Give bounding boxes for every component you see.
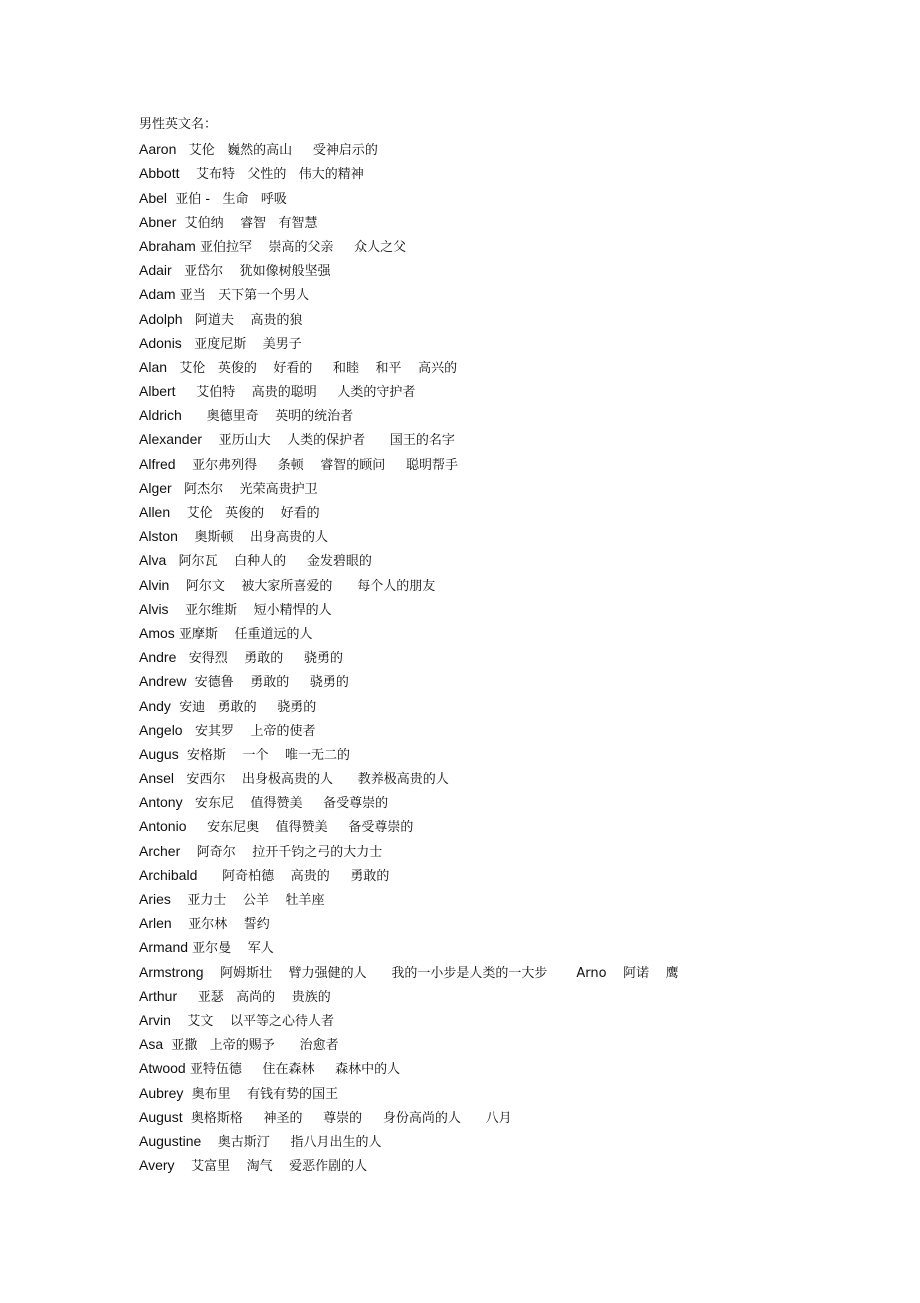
name-meaning: 奥斯顿 出身高贵的人 — [177, 530, 328, 546]
name-entry — [139, 863, 879, 887]
name-meaning: 亚撒 上帝的赐予 治愈者 — [163, 1038, 339, 1054]
name-meaning: 阿道夫 高贵的狼 — [182, 312, 303, 328]
english-name: Ansel — [139, 770, 175, 787]
name-entry — [139, 234, 879, 258]
english-name: Arlen — [139, 915, 172, 932]
name-meaning: 安其罗 上帝的使者 — [182, 723, 316, 739]
english-name: Armstrong — [139, 963, 204, 980]
document-heading: 男性英文名： — [139, 117, 218, 132]
english-name: Arvin — [139, 1011, 171, 1028]
english-name: Antony — [139, 794, 183, 811]
name-entry — [139, 1081, 879, 1105]
name-entry — [139, 210, 879, 234]
english-name: Adair — [139, 262, 172, 279]
name-entry — [139, 694, 879, 718]
english-name: Arthur — [139, 987, 178, 1004]
english-name: Augustine — [139, 1132, 202, 1149]
english-name: Adam — [139, 286, 176, 303]
name-entry — [139, 766, 879, 790]
name-entry — [139, 500, 879, 524]
name-entry — [139, 960, 879, 984]
name-entry — [139, 911, 879, 935]
english-name: Alfred — [139, 455, 176, 472]
english-name: Alger — [139, 479, 172, 496]
english-name: Archibald — [139, 866, 198, 883]
name-entry — [139, 161, 879, 185]
name-entry — [139, 307, 879, 331]
name-meaning: 阿姆斯壮 臂力强健的人 我的一小步是人类的一大步 Arno 阿诺 鹰 — [203, 965, 679, 981]
name-entry — [139, 887, 879, 911]
name-entry — [139, 452, 879, 476]
name-meaning: 亚力士 公羊 牡羊座 — [170, 893, 325, 908]
name-entry — [139, 331, 879, 355]
name-entry — [139, 1032, 879, 1056]
english-name: Atwood — [139, 1060, 186, 1077]
name-meaning: 艾文 以平等之心待人者 — [170, 1013, 334, 1029]
name-meaning: 阿奇柏德 高贵的 勇敢的 — [197, 868, 390, 884]
english-name: Andy — [139, 697, 171, 714]
name-meaning: 奥古斯汀 指八月出生的人 — [201, 1134, 382, 1150]
english-name: Albert — [139, 383, 176, 400]
name-entry — [139, 186, 879, 210]
english-name: Armand — [139, 939, 189, 956]
name-meaning: 艾伦 英俊的 好看的 和睦 和平 高兴的 — [167, 360, 458, 376]
name-entry — [139, 524, 879, 548]
name-entry — [139, 1153, 879, 1177]
name-entry — [139, 839, 879, 863]
name-entry — [139, 1008, 879, 1032]
name-meaning: 亚尔林 誓约 — [171, 917, 270, 933]
english-name: Aaron — [139, 141, 177, 158]
name-entry — [139, 814, 879, 838]
name-meaning: 亚特伍德 住在森林 森林中的人 — [185, 1062, 401, 1078]
document-body — [139, 113, 879, 1177]
name-meaning: 奥格斯格 神圣的 尊崇的 身份高尚的人 八月 — [182, 1110, 512, 1126]
name-entry — [139, 984, 879, 1008]
name-entry — [139, 935, 879, 959]
name-meaning: 艾伦 英俊的 好看的 — [170, 506, 320, 521]
name-meaning: 阿奇尔 拉开千钧之弓的大力士 — [180, 844, 383, 860]
english-name: Amos — [139, 624, 175, 641]
english-name: Abraham — [139, 237, 196, 254]
name-meaning: 亚瑟 高尚的 贵族的 — [177, 989, 331, 1005]
name-entry — [139, 548, 879, 572]
name-meaning: 安西尔 出身极高贵的人 教养极高贵的人 — [174, 772, 449, 788]
name-meaning: 亚度尼斯 美男子 — [181, 336, 302, 352]
name-entry — [139, 379, 879, 403]
name-meaning: 亚尔维斯 短小精悍的人 — [168, 602, 332, 618]
english-name: Aldrich — [139, 407, 182, 424]
name-entry — [139, 790, 879, 814]
name-entry — [139, 645, 879, 669]
english-name: Aubrey — [139, 1084, 184, 1101]
english-name: Allen — [139, 504, 171, 520]
name-meaning: 亚伯 - 生命 呼吸 — [167, 191, 287, 207]
name-entry — [139, 1129, 879, 1153]
english-name: Archer — [139, 842, 181, 859]
name-meaning: 艾富里 淘气 爱恶作剧的人 — [174, 1159, 368, 1175]
name-entry — [139, 403, 879, 427]
name-meaning: 亚岱尔 犹如像树般坚强 — [171, 264, 331, 280]
name-meaning: 安东尼奥 值得赞美 备受尊崇的 — [186, 820, 414, 836]
name-meaning: 艾伦 巍然的高山 受神启示的 — [176, 143, 378, 159]
english-name: Andrew — [139, 673, 187, 690]
english-name: Alston — [139, 528, 178, 545]
name-meaning: 安得烈 勇敢的 骁勇的 — [176, 651, 343, 667]
name-entry — [139, 1105, 879, 1129]
name-entry — [139, 1056, 879, 1080]
name-entry — [139, 355, 879, 379]
name-meaning: 安迪 勇敢的 骁勇的 — [170, 699, 317, 715]
name-meaning: 阿尔瓦 白种人的 金发碧眼的 — [166, 554, 372, 570]
name-entry — [139, 597, 879, 621]
english-name: Alvis — [139, 600, 169, 617]
name-entry — [139, 718, 879, 742]
english-name: Angelo — [139, 721, 183, 738]
english-name: Aries — [139, 891, 171, 907]
name-entry — [139, 621, 879, 645]
english-name: Avery — [139, 1157, 175, 1174]
english-name: Asa — [139, 1036, 164, 1053]
english-name: Antonio — [139, 818, 187, 835]
name-meaning: 艾伯特 高贵的聪明 人类的守护者 — [175, 385, 416, 401]
english-name: Alvin — [139, 576, 170, 593]
name-meaning: 安德鲁 勇敢的 骁勇的 — [186, 675, 349, 691]
name-entry — [139, 258, 879, 282]
name-meaning: 艾伯纳 睿智 有智慧 — [176, 215, 318, 231]
name-meaning: 亚尔弗列得 条顿 睿智的顾问 聪明帮手 — [175, 457, 458, 473]
name-meaning: 亚历山大 人类的保护者 国王的名字 — [202, 433, 455, 449]
name-meaning: 安东尼 值得赞美 备受尊崇的 — [182, 796, 389, 812]
name-entry — [139, 476, 879, 500]
english-name: August — [139, 1108, 183, 1125]
name-entry — [139, 427, 879, 451]
english-name: Abel — [139, 189, 168, 206]
english-name: Abbott — [139, 165, 180, 182]
name-meaning: 奥德里奇 英明的统治者 — [181, 409, 354, 425]
name-meaning: 亚摩斯 任重道远的人 — [174, 626, 313, 642]
name-meaning: 艾布特 父性的 伟大的精神 — [179, 167, 364, 183]
english-name: Andre — [139, 649, 177, 666]
name-meaning: 亚尔曼 军人 — [188, 941, 274, 957]
english-name: Augus — [139, 745, 179, 762]
name-entry — [139, 742, 879, 766]
name-meaning: 亚当 天下第一个男人 — [175, 288, 310, 304]
name-meaning: 亚伯拉罕 崇高的父亲 众人之父 — [195, 239, 407, 255]
name-entry — [139, 573, 879, 597]
name-entry — [139, 137, 879, 161]
name-entry — [139, 282, 879, 306]
english-name: Alva — [139, 552, 167, 569]
name-entry — [139, 669, 879, 693]
english-name: Abner — [139, 213, 177, 230]
english-name: Alan — [139, 358, 168, 375]
name-list — [139, 137, 879, 1177]
name-meaning: 阿杰尔 光荣高贵护卫 — [171, 481, 318, 497]
name-meaning: 奥布里 有钱有势的国王 — [183, 1086, 339, 1102]
english-name: Alexander — [139, 431, 203, 448]
name-meaning: 安格斯 一个 唯一无二的 — [178, 747, 351, 763]
english-name: Adolph — [139, 310, 183, 327]
english-name: Adonis — [139, 334, 182, 351]
name-meaning: 阿尔文 被大家所喜爱的 每个人的朋友 — [169, 578, 436, 594]
